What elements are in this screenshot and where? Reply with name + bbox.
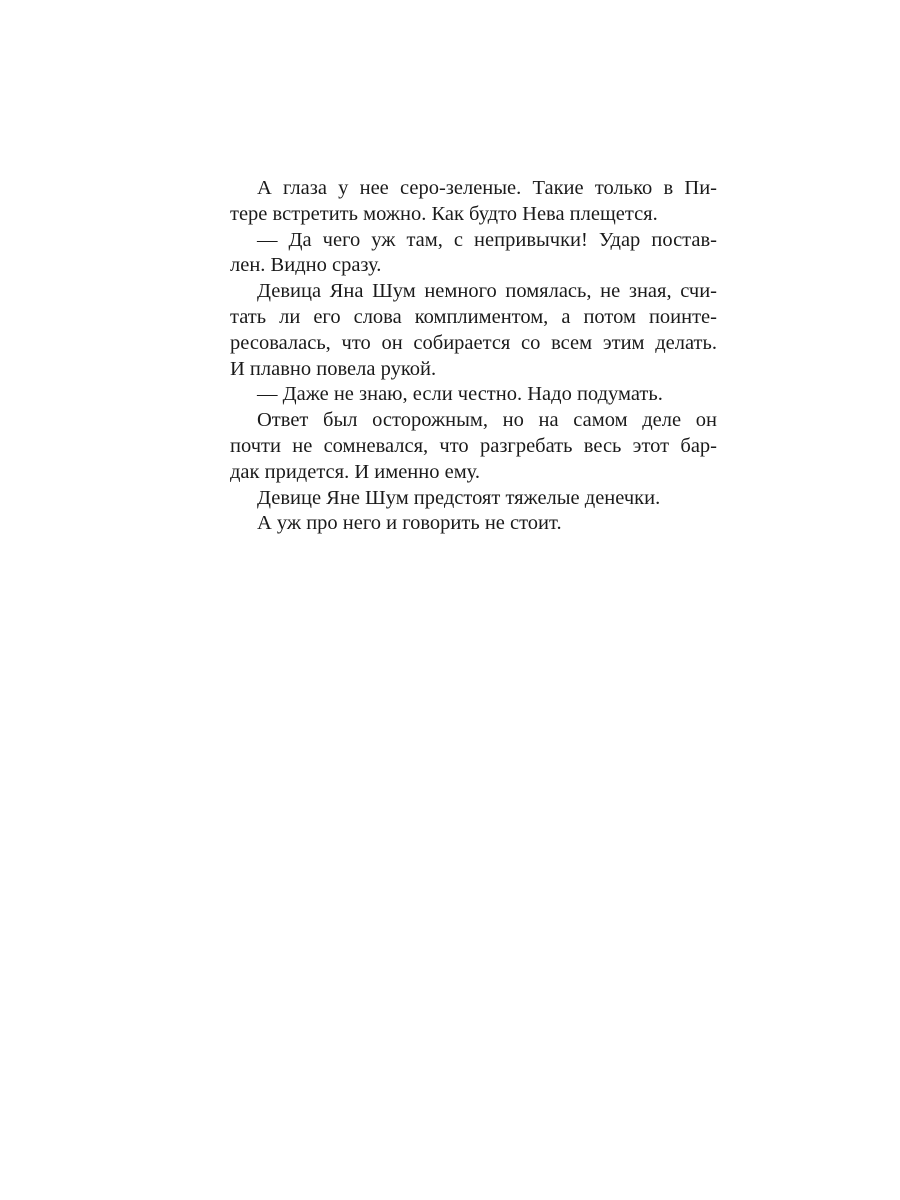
text-line: почти не сомневался, что разгребать весь этот бар- [230,434,717,457]
text-line: ресовалась, что он собирается со всем этим делать. [230,331,717,354]
paragraph [230,486,717,512]
text-line: тере встретить можно. Как будто Нева плещется. [230,202,658,225]
text-line: И плавно повела рукой. [230,357,437,380]
paragraph [230,176,717,228]
text-line: Ответ был осторожным, но на самом деле он [257,409,717,432]
paragraph [230,279,717,382]
text-line: А глаза у нее серо-зеленые. Такие только в Пи- [257,177,717,199]
text-line: лен. Видно сразу. [230,254,382,277]
text-line: — Даже не знаю, если честно. Надо подумать. [257,383,663,406]
paragraph [230,382,717,408]
text-line: А уж про него и говорить не стоит. [257,512,562,535]
paragraph [230,228,717,280]
text-line: тать ли его слова комплиментом, а потом поинте- [230,305,717,328]
text-line: дак придется. И именно ему. [230,460,481,483]
paragraph [230,408,717,485]
body-text [230,176,717,537]
text-line: — Да чего уж там, с непривычки! Удар постав- [257,228,717,251]
text-line: Девице Яне Шум предстоят тяжелые денечки. [257,486,661,509]
text-line: Девица Яна Шум немного помялась, не зная, счи- [257,280,717,303]
paragraph [230,511,717,537]
